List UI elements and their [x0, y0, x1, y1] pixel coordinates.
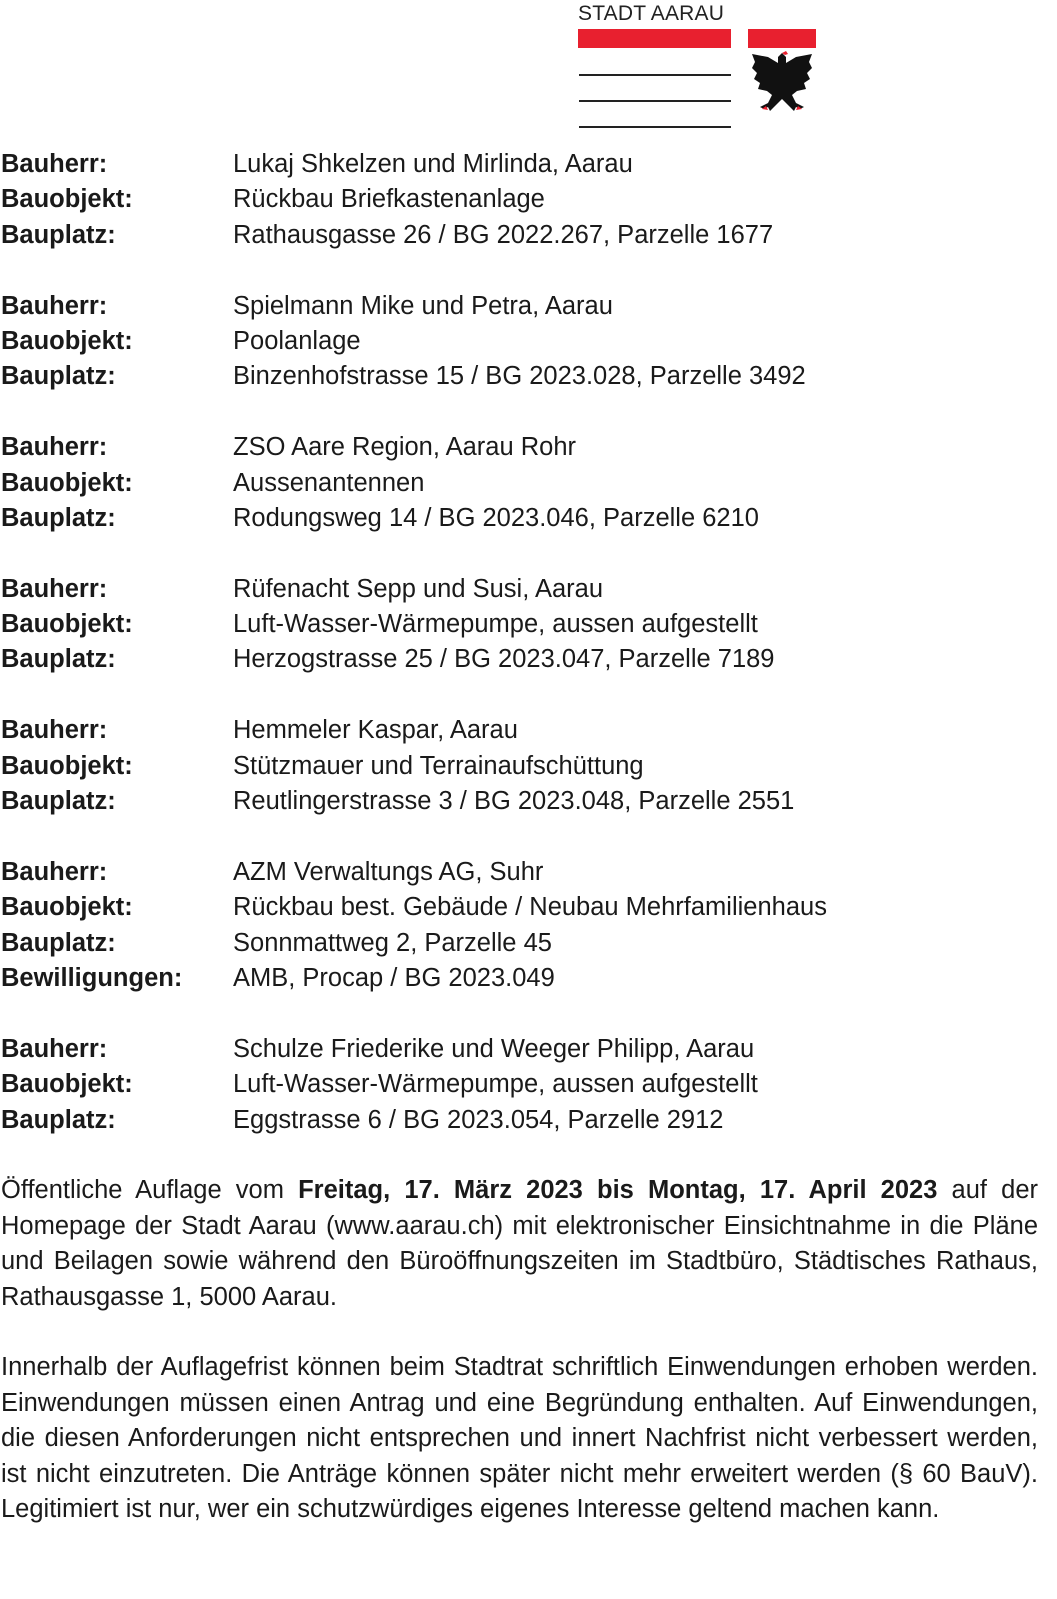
entry-row — [1, 1103, 1038, 1138]
permit-entry — [1, 147, 1038, 253]
permit-entry — [1, 289, 1038, 395]
field-value: ZSO Aare Region, Aarau Rohr — [233, 433, 577, 462]
permit-entry — [1, 572, 1038, 678]
field-label: Bauplatz: — [1, 362, 116, 391]
field-label: Bauherr: — [1, 433, 108, 462]
permit-entry — [1, 1032, 1038, 1138]
building-permit-notice — [1, 147, 1038, 1563]
field-value: Poolanlage — [233, 326, 361, 355]
field-value: Luft-Wasser-Wärmepumpe, aussen aufgestellt — [233, 1070, 758, 1099]
entry-row — [1, 607, 1038, 642]
field-value: Schulze Friederike und Weeger Philipp, Aarau — [233, 1034, 755, 1063]
logo-red-bar — [578, 29, 731, 48]
field-value: Rüfenacht Sepp und Susi, Aarau — [233, 574, 604, 603]
field-label: Bauobjekt: — [1, 610, 133, 639]
field-value: Herzogstrasse 25 / BG 2023.047, Parzelle 7189 — [233, 645, 775, 674]
field-label: Bauplatz: — [1, 787, 116, 816]
entry-row — [1, 430, 1038, 465]
entry-row — [1, 784, 1038, 819]
field-label: Bauobjekt: — [1, 326, 133, 355]
entry-row — [1, 1032, 1038, 1067]
field-value: Lukaj Shkelzen und Mirlinda, Aarau — [233, 150, 633, 178]
field-label: Bauobjekt: — [1, 185, 133, 214]
objection-notice: Innerhalb der Auflagefrist können beim Stadtrat schriftlich Einwendungen erhoben werden. Einwendungen müssen einen Antrag und eine Begründung enthalten. Auf Einwendungen, die diesen Anforderungen nicht entsprechen und innert Nachfrist nicht verbessert werden, ist nicht einzutreten. Die Anträge können später nicht mehr erweitert werden (§ 60 BauV). Legitimiert ist nur, wer ein schutzwürdiges eigenes Interesse geltend machen kann. — [1, 1353, 1038, 1523]
entry-row — [1, 1067, 1038, 1102]
permit-entry — [1, 430, 1038, 536]
field-label: Bauherr: — [1, 150, 108, 178]
entry-row — [1, 855, 1038, 890]
coat-of-arms-eagle-icon — [748, 29, 816, 124]
field-label: Bauplatz: — [1, 1105, 116, 1134]
field-label: Bauherr: — [1, 716, 108, 745]
entry-row — [1, 218, 1038, 253]
logo-text: STADT AARAU — [578, 2, 725, 25]
field-value: Spielmann Mike und Petra, Aarau — [233, 291, 613, 320]
field-label: Bewilligungen: — [1, 963, 183, 992]
field-label: Bauplatz: — [1, 928, 116, 957]
field-value: AMB, Procap / BG 2023.049 — [233, 963, 555, 992]
logo-line — [579, 100, 731, 102]
field-value: Rückbau best. Gebäude / Neubau Mehrfamilienhaus — [233, 893, 827, 922]
notice-text: auf der Homepage der Stadt Aarau (www.aarau.ch) mit elektronischer Einsichtnahme in die Pläne und Beilagen sowie während den Büroöffnungszeiten im Stadtbüro, Städtisches Rathaus, Rathausgasse 1, 5000 Aarau. — [1, 1176, 1038, 1311]
field-label: Bauobjekt: — [1, 893, 133, 922]
field-label: Bauobjekt: — [1, 1070, 133, 1099]
entry-row — [1, 961, 1038, 996]
logo-line — [579, 126, 731, 128]
logo-line — [579, 74, 731, 76]
display-period: Freitag, 17. März 2023 bis Montag, 17. April 2023 — [298, 1176, 938, 1205]
field-value: Luft-Wasser-Wärmepumpe, aussen aufgestellt — [233, 610, 758, 639]
field-label: Bauherr: — [1, 291, 108, 320]
field-label: Bauherr: — [1, 1034, 108, 1063]
entry-row — [1, 324, 1038, 359]
field-value: Stützmauer und Terrainaufschüttung — [233, 751, 644, 780]
permit-entries — [1, 147, 1038, 1138]
field-value: Aussenantennen — [233, 468, 425, 497]
entry-row — [1, 289, 1038, 324]
field-label: Bauobjekt: — [1, 751, 133, 780]
field-value: Rathausgasse 26 / BG 2022.267, Parzelle 1677 — [233, 220, 774, 249]
entry-row — [1, 749, 1038, 784]
entry-row — [1, 926, 1038, 961]
entry-row — [1, 890, 1038, 925]
field-value: Binzenhofstrasse 15 / BG 2023.028, Parzelle 3492 — [233, 362, 806, 391]
entry-row — [1, 713, 1038, 748]
field-label: Bauplatz: — [1, 220, 116, 249]
permit-entry — [1, 713, 1038, 819]
entry-row — [1, 182, 1038, 217]
entry-row — [1, 359, 1038, 394]
permit-entry — [1, 855, 1038, 997]
field-label: Bauherr: — [1, 574, 108, 603]
field-value: Eggstrasse 6 / BG 2023.054, Parzelle 2912 — [233, 1105, 724, 1134]
entry-row — [1, 642, 1038, 677]
field-value: AZM Verwaltungs AG, Suhr — [233, 857, 544, 886]
stadt-aarau-logo — [578, 0, 818, 130]
entry-row — [1, 572, 1038, 607]
field-value: Sonnmattweg 2, Parzelle 45 — [233, 928, 552, 957]
notice-text: Öffentliche Auflage vom — [1, 1176, 299, 1205]
field-value: Reutlingerstrasse 3 / BG 2023.048, Parzelle 2551 — [233, 787, 795, 816]
entry-row — [1, 147, 1038, 182]
field-value: Rodungsweg 14 / BG 2023.046, Parzelle 6210 — [233, 503, 759, 532]
public-display-notice — [1, 1173, 1038, 1315]
field-label: Bauobjekt: — [1, 468, 133, 497]
field-label: Bauplatz: — [1, 503, 116, 532]
entry-row — [1, 466, 1038, 501]
field-label: Bauplatz: — [1, 645, 116, 674]
field-value: Rückbau Briefkastenanlage — [233, 185, 545, 214]
entry-row — [1, 501, 1038, 536]
field-label: Bauherr: — [1, 857, 108, 886]
field-value: Hemmeler Kaspar, Aarau — [233, 716, 518, 745]
